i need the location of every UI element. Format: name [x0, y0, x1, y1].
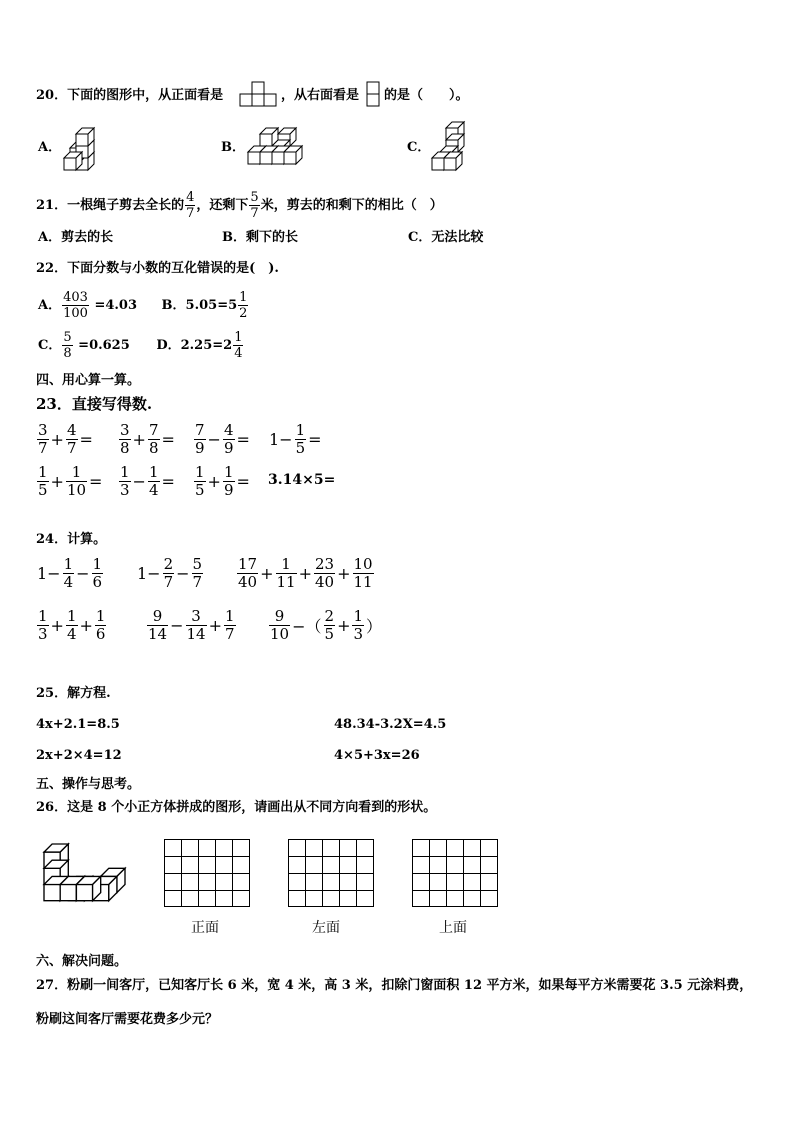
equation-3: 2x+2×4=12: [36, 748, 122, 763]
q20-stem-b: ，从右面看是: [281, 88, 360, 103]
q23-item-8: 3.14×5=: [268, 472, 336, 488]
fraction: $\frac{1}{4}$: [234, 330, 243, 361]
q24-expr-4: $\frac{1}{3}$ + $\frac{1}{4}$ + $\frac{1}{6}$: [38, 607, 106, 643]
q24-expr-5: $\frac{9}{14}$ − $\frac{3}{14}$ + $\frac{1}{7}$: [148, 607, 235, 643]
equation-2: 48.34-3.2X=4.5: [334, 717, 447, 732]
q24-expr-3: $\frac{17}{40}$ + $\frac{1}{11}$ + $\frac{23}{40}$ + $\frac{10}{11}$: [238, 555, 373, 591]
q23-item-7: $\frac{1}{5}$ + $\frac{1}{9}$ =: [195, 463, 250, 499]
section-5-heading: 五、操作与思考。: [36, 777, 141, 792]
left-view-label: 左面: [312, 920, 340, 936]
q20-stem: 20．下面的图形中，从正面看是: [36, 88, 224, 103]
q22-stem: 22．下面分数与小数的互化错误的是( ).: [36, 261, 279, 276]
q25-stem: 25．解方程.: [36, 686, 111, 701]
q23-item-2: $\frac{3}{8}$ + $\frac{7}{8}$ =: [120, 421, 175, 457]
q21-stem: 21．一根绳子剪去全长的 $\frac{4}{7}$ ，还剩下 $\frac{5}{7}$ 米，剪去的和剩下的相比（ ）: [36, 190, 443, 221]
front-view-icon: [240, 81, 280, 107]
left-view-grid[interactable]: [288, 839, 376, 909]
right-view-icon: [366, 81, 382, 107]
option-b-cubes-figure: [248, 128, 308, 174]
top-view-label: 上面: [439, 920, 467, 936]
fraction: $\frac{5}{8}$: [63, 330, 72, 361]
q24-expr-2: 1− $\frac{2}{7}$ − $\frac{5}{7}$: [137, 555, 203, 591]
option-a-cubes-figure: [64, 124, 104, 174]
q23-stem: 23．直接写得数.: [36, 395, 153, 413]
q22-row-1: A． $\frac{403}{100}$ =4.03 B．5.05=5 $\frac{1}{2}$: [38, 290, 248, 321]
q23-item-4: 1− $\frac{1}{5}$ =: [269, 421, 322, 457]
q27-text-line-2: 粉刷这间客厅需要花费多少元？: [36, 1012, 219, 1027]
fraction: $\frac{5}{7}$: [250, 190, 259, 221]
q24-expr-6: $\frac{9}{10}$ −（ $\frac{2}{5}$ + $\frac{1}{3}$ ）: [270, 607, 383, 643]
top-view-grid[interactable]: [412, 839, 500, 909]
q21-option-a: A．剪去的长: [38, 230, 114, 245]
cube-stack-figure: [44, 844, 128, 902]
q20-stem-c: 的是（ ）。: [384, 88, 469, 103]
q24-expr-1: 1− $\frac{1}{4}$ − $\frac{1}{6}$: [37, 555, 103, 591]
fraction: $\frac{1}{2}$: [239, 290, 248, 321]
fraction: $\frac{403}{100}$: [63, 290, 88, 321]
section-4-heading: 四、用心算一算。: [36, 373, 141, 388]
q27-text-line-1: 27．粉刷一间客厅，已知客厅长 6 米，宽 4 米，高 3 米，扣除门窗面积 12 平方米，如果每平方米需要花 3.5 元涂料费，: [36, 978, 753, 993]
front-view-label: 正面: [191, 920, 219, 936]
q23-item-5: $\frac{1}{5}$ + $\frac{1}{10}$ =: [38, 463, 103, 499]
q20-option-c-label: C．: [407, 140, 431, 155]
q20-option-a-label: A．: [38, 140, 62, 155]
equation-1: 4x+2.1=8.5: [36, 717, 120, 732]
q23-item-3: $\frac{7}{9}$ − $\frac{4}{9}$ =: [195, 421, 250, 457]
q23-item-1: $\frac{3}{7}$ + $\frac{4}{7}$ =: [38, 421, 93, 457]
q21-option-b: B．剩下的长: [222, 230, 299, 245]
section-6-heading: 六、解决问题。: [36, 954, 128, 969]
q21-option-c: C．无法比较: [408, 230, 484, 245]
option-c-cubes-figure: [432, 122, 472, 174]
equation-4: 4×5+3x=26: [334, 748, 420, 763]
q23-item-6: $\frac{1}{3}$ − $\frac{1}{4}$ =: [120, 463, 175, 499]
fraction: $\frac{4}{7}$: [186, 190, 195, 221]
q26-stem: 26．这是 8 个小正方体拼成的图形，请画出从不同方向看到的形状。: [36, 800, 437, 815]
q22-row-2: C． $\frac{5}{8}$ =0.625 D．2.25=2 $\frac{1}{4}$: [38, 330, 243, 361]
front-view-grid[interactable]: [164, 839, 252, 909]
q20-option-b-label: B．: [221, 140, 245, 155]
q24-stem: 24．计算。: [36, 532, 107, 547]
